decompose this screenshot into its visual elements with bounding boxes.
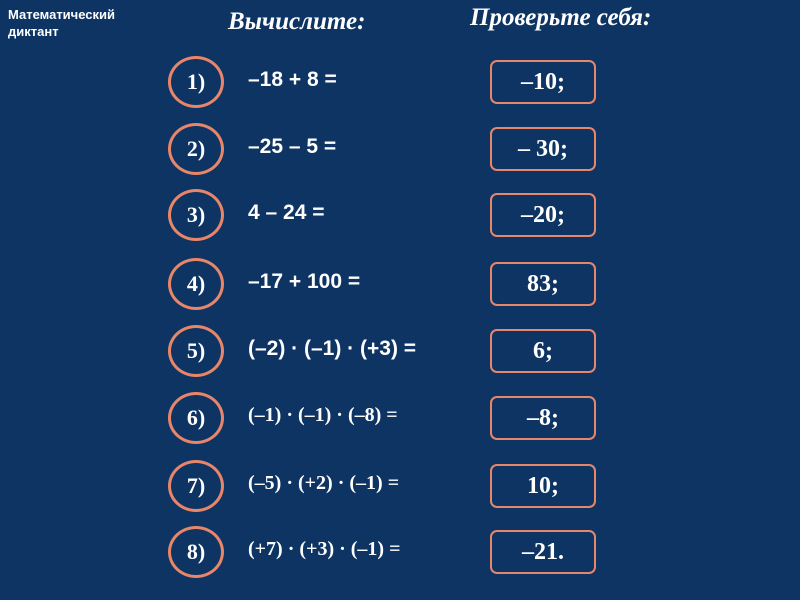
problem-number-circle: 2) bbox=[168, 123, 224, 175]
answer-box: 10; bbox=[490, 464, 596, 508]
answer-box: 6; bbox=[490, 329, 596, 373]
problem-number-circle: 8) bbox=[168, 526, 224, 578]
problem-row-4 bbox=[0, 258, 800, 318]
answer-box: –20; bbox=[490, 193, 596, 237]
problem-row-6 bbox=[0, 392, 800, 452]
problem-number-circle: 1) bbox=[168, 56, 224, 108]
slide-caption: Математический диктант bbox=[8, 7, 116, 39]
check-yourself-heading: Проверьте себя: bbox=[470, 4, 652, 31]
answer-box: –21. bbox=[490, 530, 596, 574]
problem-number-circle: 6) bbox=[168, 392, 224, 444]
problem-row-8 bbox=[0, 526, 800, 586]
problem-row-3 bbox=[0, 189, 800, 249]
problem-expression: (–1) · (–1) · (–8) = bbox=[248, 404, 398, 426]
answer-box: – 30; bbox=[490, 127, 596, 171]
problem-row-2 bbox=[0, 123, 800, 183]
problem-row-1 bbox=[0, 56, 800, 116]
problem-row-7 bbox=[0, 460, 800, 520]
problem-expression: –18 + 8 = bbox=[248, 68, 337, 91]
problem-expression: –25 – 5 = bbox=[248, 135, 337, 158]
answer-box: 83; bbox=[490, 262, 596, 306]
compute-heading: Вычислите: bbox=[228, 8, 366, 35]
problem-number-circle: 4) bbox=[168, 258, 224, 310]
problem-expression: (–5) · (+2) · (–1) = bbox=[248, 472, 400, 494]
problem-number-circle: 5) bbox=[168, 325, 224, 377]
problem-number-circle: 3) bbox=[168, 189, 224, 241]
problem-expression: (–2) · (–1) · (+3) = bbox=[248, 337, 417, 360]
problem-expression: (+7) · (+3) · (–1) = bbox=[248, 538, 401, 560]
problem-expression: –17 + 100 = bbox=[248, 270, 361, 293]
answer-box: –10; bbox=[490, 60, 596, 104]
answer-box: –8; bbox=[490, 396, 596, 440]
problem-number-circle: 7) bbox=[168, 460, 224, 512]
problem-row-5 bbox=[0, 325, 800, 385]
problem-expression: 4 – 24 = bbox=[248, 201, 325, 224]
